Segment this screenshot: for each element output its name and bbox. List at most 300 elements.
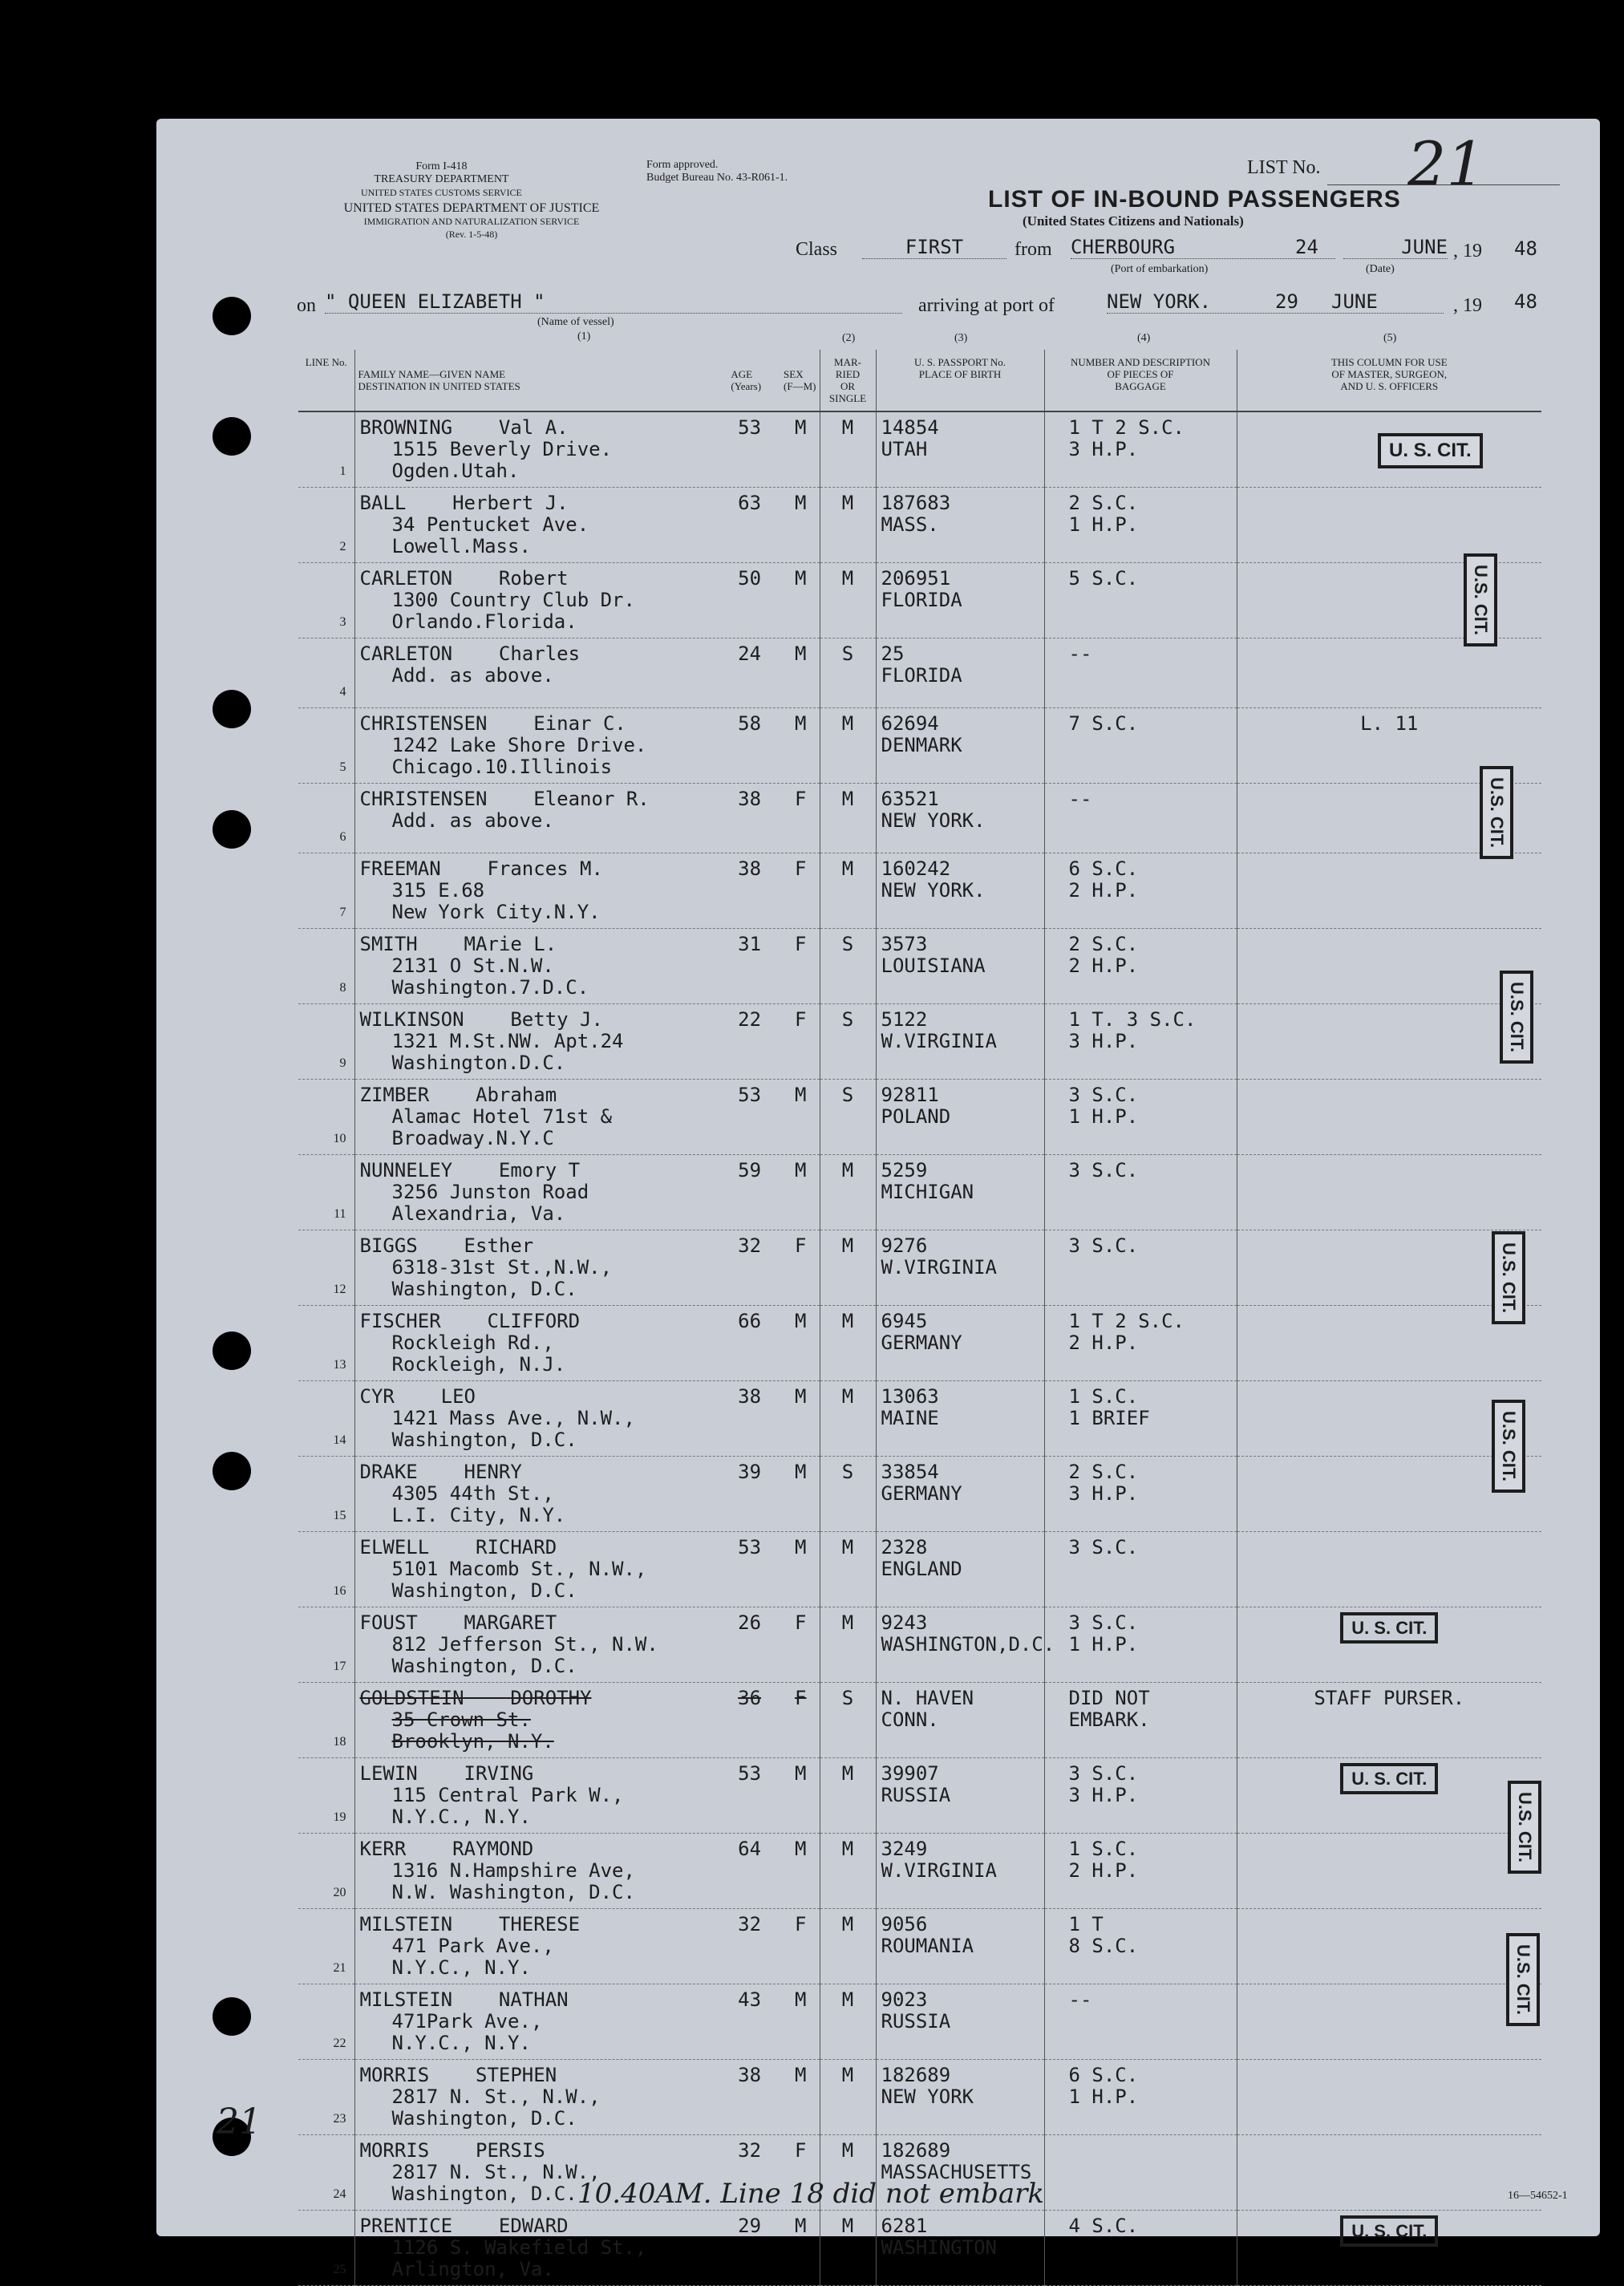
- officer-note: [1237, 853, 1541, 929]
- us-cit-stamp-vertical: U.S. CIT.: [1492, 1400, 1525, 1493]
- officer-note: [1237, 2060, 1541, 2135]
- place-of-birth: CONN.: [881, 1708, 939, 1731]
- officer-note: [1237, 929, 1541, 1004]
- age: 38: [738, 2064, 762, 2086]
- given-name: MArie L.: [464, 933, 557, 955]
- passport-cell: [876, 488, 1044, 563]
- destination-address: 115 Central Park W., N.Y.C., N.Y.: [391, 1784, 624, 1828]
- baggage: --: [1044, 1984, 1237, 2060]
- binder-hole: [213, 417, 251, 456]
- line-no: 14: [298, 1381, 354, 1457]
- age: 53: [738, 1536, 762, 1558]
- age: 32: [738, 1234, 762, 1257]
- passenger-cell: [354, 488, 820, 563]
- line-no: 20: [298, 1834, 354, 1909]
- baggage: 1 T 2 S.C. 2 H.P.: [1044, 1306, 1237, 1381]
- date-caption: (Date): [1366, 263, 1395, 275]
- port-embark-caption: (Port of embarkation): [1111, 263, 1209, 275]
- vessel-name: " QUEEN ELIZABETH ": [325, 290, 902, 314]
- given-name: IRVING: [464, 1762, 534, 1785]
- col-num-2: (2): [842, 332, 856, 344]
- given-name: Einar C.: [533, 712, 626, 735]
- given-name: MARGARET: [464, 1611, 557, 1634]
- marital-status: M: [820, 563, 876, 638]
- passport-number: 9276: [881, 1234, 928, 1257]
- baggage: 2 S.C. 3 H.P.: [1044, 1457, 1237, 1532]
- sex: M: [795, 1385, 807, 1408]
- given-name: CLIFFORD: [487, 1310, 581, 1332]
- us-cit-stamp-vertical: U.S. CIT.: [1464, 553, 1497, 646]
- given-name: DOROTHY: [510, 1687, 592, 1709]
- passport-cell: [876, 1004, 1044, 1080]
- marital-status: M: [820, 1607, 876, 1683]
- passport-number: 9243: [881, 1611, 928, 1634]
- us-cit-stamp: U. S. CIT.: [1340, 2215, 1438, 2247]
- passenger-cell: [354, 1909, 820, 1984]
- baggage: 1 S.C. 1 BRIEF: [1044, 1381, 1237, 1457]
- vessel-caption: (Name of vessel): [537, 316, 614, 328]
- age: 36: [738, 1687, 762, 1709]
- age: 53: [738, 416, 762, 439]
- passport-cell: [876, 2060, 1044, 2135]
- destination-address: 1316 N.Hampshire Ave, N.W. Washington, D.C.: [391, 1859, 635, 1903]
- place-of-birth: POLAND: [881, 1105, 951, 1128]
- line-no: 15: [298, 1457, 354, 1532]
- form-approved: Form approved.: [646, 159, 719, 171]
- family-name: KERR: [359, 1838, 407, 1860]
- table-row: [298, 1532, 1541, 1607]
- line-no: 11: [298, 1155, 354, 1230]
- sex: M: [795, 1310, 807, 1332]
- passport-number: 206951: [881, 567, 951, 590]
- officer-note: [1237, 1080, 1541, 1155]
- side-mark: 21: [217, 2102, 261, 2142]
- marital-status: S: [820, 1004, 876, 1080]
- age: 31: [738, 933, 762, 955]
- form-number: Form I-418: [415, 160, 468, 172]
- destination-address: 1300 Country Club Dr. Orlando.Florida.: [391, 589, 635, 633]
- line-no: 19: [298, 1758, 354, 1834]
- line-no: 4: [298, 638, 354, 708]
- marital-status: S: [820, 1080, 876, 1155]
- header-name-text: FAMILY NAME—GIVEN NAME DESTINATION IN UNITED STATES: [358, 368, 520, 392]
- arrival-day: 29: [1275, 290, 1298, 313]
- sex: M: [795, 416, 807, 439]
- sex: M: [795, 1461, 807, 1483]
- sex: M: [795, 1838, 807, 1860]
- marital-status: M: [820, 488, 876, 563]
- passport-cell: [876, 1155, 1044, 1230]
- table-header-row: [298, 350, 1541, 411]
- family-name: MORRIS: [359, 2139, 430, 2162]
- destination-address: 471Park Ave., N.Y.C., N.Y.: [391, 2010, 543, 2054]
- binder-hole: [213, 690, 251, 728]
- arrival-year: 48: [1514, 290, 1537, 313]
- passport-cell: [876, 1381, 1044, 1457]
- destination-address: 1321 M.St.NW. Apt.24 Washington.D.C.: [391, 1030, 624, 1074]
- line-no: 9: [298, 1004, 354, 1080]
- passport-cell: [876, 1984, 1044, 2060]
- age: 38: [738, 1385, 762, 1408]
- budget-bureau: Budget Bureau No. 43-R061-1.: [646, 172, 788, 184]
- line-no: 5: [298, 708, 354, 784]
- table-row: [298, 708, 1541, 784]
- us-cit-stamp: U. S. CIT.: [1340, 1612, 1438, 1644]
- place-of-birth: MASS.: [881, 513, 939, 536]
- passenger-cell: [354, 1607, 820, 1683]
- given-name: EDWARD: [498, 2215, 569, 2237]
- officer-note: [1237, 1834, 1541, 1909]
- ins-service: IMMIGRATION AND NATURALIZATION SERVICE: [363, 216, 580, 227]
- family-name: MORRIS: [359, 2064, 430, 2086]
- given-name: Betty J.: [510, 1008, 603, 1031]
- place-of-birth: FLORIDA: [881, 589, 962, 611]
- place-of-birth: W.VIRGINIA: [881, 1030, 997, 1052]
- place-of-birth: ROUMANIA: [881, 1935, 974, 1957]
- passenger-cell: [354, 1532, 820, 1607]
- age: 43: [738, 1988, 762, 2011]
- table-row: [298, 411, 1541, 488]
- family-name: BROWNING: [359, 416, 453, 439]
- baggage: 1 S.C. 2 H.P.: [1044, 1834, 1237, 1909]
- baggage: 1 T. 3 S.C. 3 H.P.: [1044, 1004, 1237, 1080]
- line-no: 23: [298, 2060, 354, 2135]
- marital-status: M: [820, 411, 876, 488]
- age: 66: [738, 1310, 762, 1332]
- place-of-birth: NEW YORK.: [881, 809, 986, 832]
- place-of-birth: ENGLAND: [881, 1558, 962, 1580]
- passport-number: 187683: [881, 492, 951, 514]
- family-name: CYR: [359, 1385, 395, 1408]
- baggage: 6 S.C. 1 H.P.: [1044, 2060, 1237, 2135]
- class-value: FIRST: [862, 236, 1006, 259]
- table-row: [298, 1306, 1541, 1381]
- header-line-no: LINE No.: [298, 350, 354, 411]
- marital-status: M: [820, 1532, 876, 1607]
- table-row: [298, 929, 1541, 1004]
- sex: M: [795, 1988, 807, 2011]
- table-row: [298, 2060, 1541, 2135]
- form-header-left: [361, 160, 522, 199]
- passenger-cell: [354, 563, 820, 638]
- table-row: [298, 1004, 1541, 1080]
- list-no-label: LIST No.: [1247, 157, 1321, 178]
- sex: F: [795, 2139, 807, 2162]
- passenger-cell: [354, 1306, 820, 1381]
- passenger-cell: [354, 411, 820, 488]
- sex: F: [795, 1913, 807, 1935]
- embark-day: 24: [1295, 236, 1318, 258]
- marital-status: S: [820, 929, 876, 1004]
- place-of-birth: RUSSIA: [881, 1784, 951, 1806]
- passenger-cell: [354, 1004, 820, 1080]
- justice-department: UNITED STATES DEPARTMENT OF JUSTICE: [343, 201, 600, 215]
- sex: M: [795, 642, 807, 665]
- family-name: CHRISTENSEN: [359, 712, 488, 735]
- baggage: 3 S.C.: [1044, 1155, 1237, 1230]
- family-name: FISCHER: [359, 1310, 441, 1332]
- officer-note: L. 11: [1237, 708, 1541, 784]
- baggage: 2 S.C. 2 H.P.: [1044, 929, 1237, 1004]
- table-row: [298, 638, 1541, 708]
- family-name: CARLETON: [359, 642, 453, 665]
- table-row: [298, 1381, 1541, 1457]
- destination-address: 4305 44th St., L.I. City, N.Y.: [391, 1482, 566, 1526]
- given-name: Eleanor R.: [533, 788, 650, 810]
- line-no: 16: [298, 1532, 354, 1607]
- family-name: LEWIN: [359, 1762, 418, 1785]
- place-of-birth: MAINE: [881, 1407, 939, 1429]
- footer-code: 16—54652-1: [1508, 2190, 1568, 2202]
- sex: F: [795, 857, 807, 880]
- family-name: FREEMAN: [359, 857, 441, 880]
- header-baggage: NUMBER AND DESCRIPTION OF PIECES OF BAGGAGE: [1044, 350, 1237, 411]
- age: 38: [738, 857, 762, 880]
- baggage: 3 S.C.: [1044, 1230, 1237, 1306]
- age: 22: [738, 1008, 762, 1031]
- table-row: [298, 563, 1541, 638]
- col-num-5: (5): [1383, 332, 1397, 344]
- header-passport: U. S. PASSPORT No. PLACE OF BIRTH: [876, 350, 1044, 411]
- page-subtitle: (United States Citizens and Nationals): [1023, 213, 1244, 229]
- given-name: Charles: [498, 642, 581, 665]
- from-label: from: [1014, 239, 1052, 260]
- us-cit-stamp-vertical: U.S. CIT.: [1508, 1781, 1541, 1874]
- officer-note: [1237, 1984, 1541, 2060]
- marital-status: M: [820, 1984, 876, 2060]
- marital-status: M: [820, 853, 876, 929]
- baggage: 1 T 8 S.C.: [1044, 1909, 1237, 1984]
- marital-status: M: [820, 784, 876, 853]
- table-row: [298, 488, 1541, 563]
- us-cit-stamp-vertical: U.S. CIT.: [1500, 971, 1533, 1064]
- age: 53: [738, 1762, 762, 1785]
- table-row: [298, 1155, 1541, 1230]
- header-officers: THIS COLUMN FOR USE OF MASTER, SURGEON, AND U. S. OFFICERS: [1237, 350, 1541, 411]
- destination-address: 1421 Mass Ave., N.W., Washington, D.C.: [391, 1407, 635, 1451]
- line-no: 13: [298, 1306, 354, 1381]
- table-row: [298, 853, 1541, 929]
- given-name: Emory T: [498, 1159, 581, 1182]
- family-name: BALL: [359, 492, 407, 514]
- sex: F: [795, 1008, 807, 1031]
- header-age: AGE (Years): [731, 368, 762, 392]
- col-num-3: (3): [954, 332, 968, 344]
- passport-number: 25: [881, 642, 905, 665]
- destination-address: 1126 S. Wakefield St., Arlington, Va.: [391, 2236, 647, 2280]
- marital-status: M: [820, 1834, 876, 1909]
- passport-number: 9056: [881, 1913, 928, 1935]
- marital-status: M: [820, 708, 876, 784]
- officer-note: [1237, 488, 1541, 563]
- marital-status: S: [820, 1457, 876, 1532]
- given-name: Herbert J.: [452, 492, 569, 514]
- passenger-cell: [354, 1834, 820, 1909]
- passport-cell: [876, 638, 1044, 708]
- given-name: Robert: [498, 567, 569, 590]
- passenger-cell: [354, 1984, 820, 2060]
- line-no: 17: [298, 1607, 354, 1683]
- passport-number: 160242: [881, 857, 951, 880]
- passport-cell: [876, 411, 1044, 488]
- passenger-cell: [354, 1758, 820, 1834]
- family-name: ELWELL: [359, 1536, 430, 1558]
- table-row: [298, 1683, 1541, 1758]
- sex: M: [795, 1536, 807, 1558]
- passport-number: 33854: [881, 1461, 939, 1483]
- baggage: --: [1044, 784, 1237, 853]
- passport-number: 13063: [881, 1385, 939, 1408]
- passport-cell: [876, 1080, 1044, 1155]
- passenger-cell: [354, 1457, 820, 1532]
- destination-address: 2131 O St.N.W. Washington.7.D.C.: [391, 955, 589, 999]
- age: 59: [738, 1159, 762, 1182]
- line-no: 6: [298, 784, 354, 853]
- passport-number: 63521: [881, 788, 939, 810]
- sex: M: [795, 2064, 807, 2086]
- arrival-year-prefix: , 19: [1453, 295, 1482, 316]
- bottom-handwritten-note: 10.40AM. Line 18 did not embark: [577, 2178, 1044, 2210]
- passport-cell: [876, 1230, 1044, 1306]
- table-row: [298, 784, 1541, 853]
- passenger-cell: [354, 1155, 820, 1230]
- baggage: 3 S.C. 1 H.P.: [1044, 1607, 1237, 1683]
- officer-note: [1237, 1607, 1541, 1683]
- age: 50: [738, 567, 762, 590]
- arriving-label: arriving at port of: [918, 295, 1055, 316]
- passport-number: 182689: [881, 2064, 951, 2086]
- us-cit-stamp-vertical: U.S. CIT.: [1492, 1231, 1525, 1324]
- us-cit-stamp: U. S. CIT.: [1378, 433, 1483, 468]
- passport-number: 3249: [881, 1838, 928, 1860]
- table-row: [298, 1080, 1541, 1155]
- sex: M: [795, 1762, 807, 1785]
- header-name: [354, 350, 820, 411]
- col-num-4: (4): [1137, 332, 1151, 344]
- passenger-cell: [354, 708, 820, 784]
- us-cit-stamp-vertical: U.S. CIT.: [1506, 1933, 1540, 2026]
- age: 58: [738, 712, 762, 735]
- passport-number: 92811: [881, 1084, 939, 1106]
- embark-year: 48: [1514, 237, 1537, 260]
- officer-note: [1237, 2211, 1541, 2286]
- destination-address: 34 Pentucket Ave. Lowell.Mass.: [391, 513, 589, 557]
- place-of-birth: WASHINGTON: [881, 2236, 997, 2259]
- passport-number: 62694: [881, 712, 939, 735]
- destination-address: 2817 N. St., N.W., Washington, D.C.: [391, 2085, 601, 2130]
- destination-address: 5101 Macomb St., N.W., Washington, D.C.: [391, 1558, 647, 1602]
- line-no: 24: [298, 2135, 354, 2211]
- baggage: 7 S.C.: [1044, 708, 1237, 784]
- passport-number: 3573: [881, 933, 928, 955]
- passenger-cell: [354, 1381, 820, 1457]
- sex: M: [795, 567, 807, 590]
- age: 39: [738, 1461, 762, 1483]
- family-name: DRAKE: [359, 1461, 418, 1483]
- marital-status: M: [820, 1381, 876, 1457]
- officer-note: [1237, 1532, 1541, 1607]
- line-no: 18: [298, 1683, 354, 1758]
- destination-address: 3256 Junston Road Alexandria, Va.: [391, 1181, 589, 1225]
- marital-status: M: [820, 2060, 876, 2135]
- family-name: CARLETON: [359, 567, 453, 590]
- binder-hole: [213, 1997, 251, 2036]
- baggage: DID NOT EMBARK.: [1044, 1683, 1237, 1758]
- sex: M: [795, 2215, 807, 2237]
- line-no: 2: [298, 488, 354, 563]
- arrival-month: JUNE: [1331, 290, 1378, 313]
- baggage: 1 T 2 S.C. 3 H.P.: [1044, 411, 1237, 488]
- passport-number: 14854: [881, 416, 939, 439]
- passport-cell: [876, 784, 1044, 853]
- age: 32: [738, 1913, 762, 1935]
- line-no: 21: [298, 1909, 354, 1984]
- destination-address: 2817 N. St., N.W., Washington, D.C.: [391, 2161, 601, 2205]
- passport-number: 182689: [881, 2139, 951, 2162]
- passport-cell: [876, 1683, 1044, 1758]
- place-of-birth: WASHINGTON,D.C.: [881, 1633, 1055, 1656]
- place-of-birth: W.VIRGINIA: [881, 1256, 997, 1279]
- officer-note: [1237, 1909, 1541, 1984]
- passenger-table: [298, 350, 1541, 2286]
- passport-cell: [876, 2211, 1044, 2286]
- embark-port: CHERBOURG: [1071, 236, 1335, 259]
- given-name: THERESE: [498, 1913, 581, 1935]
- place-of-birth: FLORIDA: [881, 664, 962, 687]
- baggage: [1044, 2135, 1237, 2211]
- age: 53: [738, 1084, 762, 1106]
- place-of-birth: GERMANY: [881, 1482, 962, 1505]
- baggage: 3 S.C.: [1044, 1532, 1237, 1607]
- family-name: MILSTEIN: [359, 1913, 453, 1935]
- destination-address: 471 Park Ave., N.Y.C., N.Y.: [391, 1935, 554, 1979]
- family-name: ZIMBER: [359, 1084, 430, 1106]
- sex: F: [795, 1234, 807, 1257]
- passport-cell: [876, 1532, 1044, 1607]
- officer-note: [1237, 2135, 1541, 2211]
- passport-number: 9023: [881, 1988, 928, 2011]
- family-name: SMITH: [359, 933, 418, 955]
- embark-month: JUNE: [1343, 236, 1448, 259]
- passport-cell: [876, 563, 1044, 638]
- table-row: [298, 1909, 1541, 1984]
- line-no: 25: [298, 2211, 354, 2286]
- baggage: 5 S.C.: [1044, 563, 1237, 638]
- baggage: 3 S.C. 1 H.P.: [1044, 1080, 1237, 1155]
- marital-status: M: [820, 1758, 876, 1834]
- age: 38: [738, 788, 762, 810]
- us-cit-stamp: U. S. CIT.: [1340, 1763, 1438, 1794]
- officer-note: [1237, 1155, 1541, 1230]
- place-of-birth: MICHIGAN: [881, 1181, 974, 1203]
- given-name: RICHARD: [476, 1536, 557, 1558]
- age: 29: [738, 2215, 762, 2237]
- age: 26: [738, 1611, 762, 1634]
- family-name: FOUST: [359, 1611, 418, 1634]
- approval-block: [646, 159, 788, 184]
- on-label: on: [297, 295, 316, 316]
- passport-cell: [876, 1909, 1044, 1984]
- place-of-birth: MASSACHUSETTS: [881, 2161, 1032, 2183]
- table-row: [298, 1230, 1541, 1306]
- list-no-value: 21: [1407, 128, 1485, 200]
- line-no: 3: [298, 563, 354, 638]
- passport-number: 39907: [881, 1762, 939, 1785]
- customs-service: UNITED STATES CUSTOMS SERVICE: [361, 187, 522, 198]
- passport-cell: [876, 1607, 1055, 1683]
- passport-number: 5122: [881, 1008, 928, 1031]
- sex: F: [795, 788, 807, 810]
